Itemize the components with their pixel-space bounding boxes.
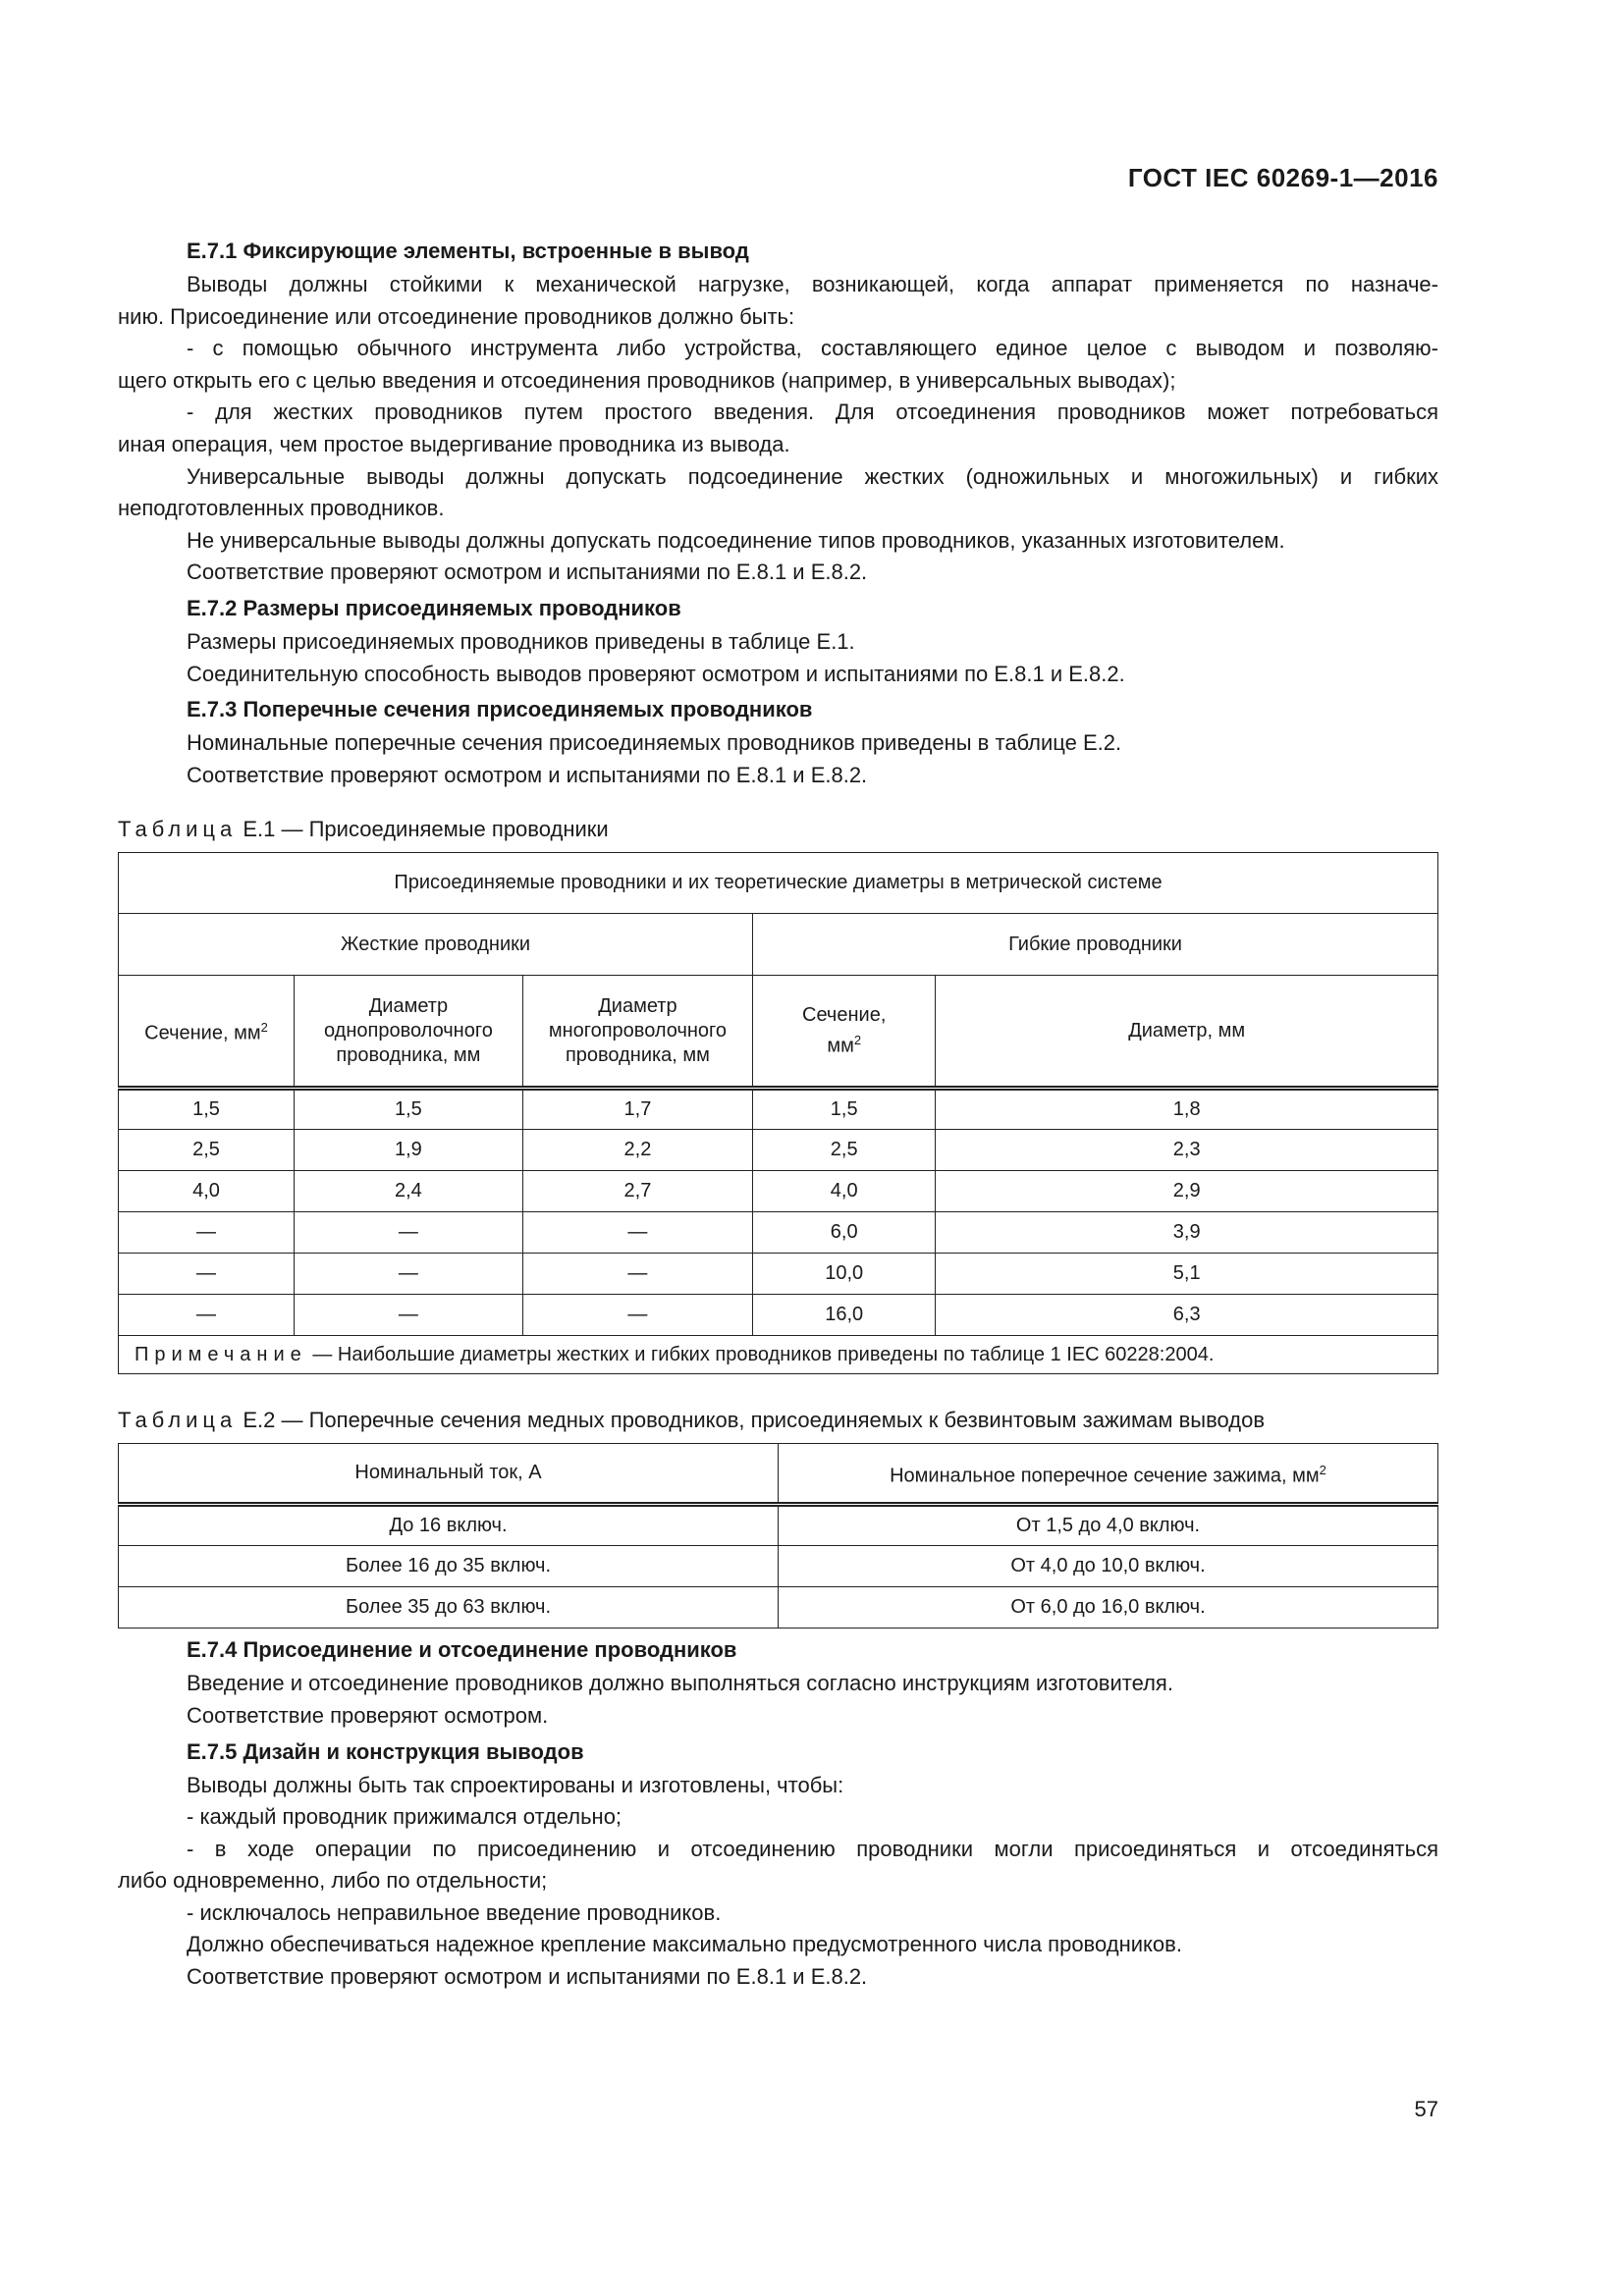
table-cell: От 1,5 до 4,0 включ. [779, 1505, 1438, 1546]
text-line: - исключалось неправильное введение проводников. [187, 1899, 722, 1925]
table-cell: 2,5 [119, 1130, 295, 1171]
caption-text: E.1 — Присоединяемые проводники [237, 817, 609, 842]
table-cell: 2,4 [295, 1171, 523, 1212]
table-cell: 1,8 [936, 1089, 1438, 1130]
table-cell: 2,7 [522, 1171, 752, 1212]
section-heading: E.7.5 Дизайн и конструкция выводов [187, 1738, 584, 1764]
section-heading: E.7.4 Присоединение и отсоединение проводников [187, 1637, 737, 1663]
table-cell: 1,5 [119, 1089, 295, 1130]
text-line: Соответствие проверяют осмотром. [187, 1702, 549, 1728]
table-cell: 3,9 [936, 1212, 1438, 1254]
table-cell: 1,9 [295, 1130, 523, 1171]
caption-text: E.2 — Поперечные сечения медных проводников, присоединяемых к безвинтовым зажимам выводов [237, 1408, 1266, 1433]
sections-top [118, 234, 1438, 791]
page-number: 57 [1414, 2097, 1438, 2121]
group-flex: Гибкие проводники [753, 914, 1438, 976]
text-line: Выводы должны стойкими к механической нагрузке, возникающей, когда аппарат применяется по назначе- [187, 272, 1438, 296]
text-line: Должно обеспечиваться надежное крепление максимально предусмотренного числа проводников. [187, 1932, 1182, 1957]
text-line: Выводы должны быть так спроектированы и изготовлены, чтобы: [187, 1772, 844, 1797]
table-row [119, 1130, 1438, 1171]
text-line: иная операция, чем простое выдергивание проводника из вывода. [118, 431, 790, 456]
table-cell: От 4,0 до 10,0 включ. [779, 1546, 1438, 1587]
table-cell: 16,0 [753, 1295, 936, 1336]
col-header: Диаметр, мм [936, 976, 1438, 1089]
table-e2-caption [118, 1404, 1438, 1437]
table-row [119, 1295, 1438, 1336]
col-header: Диаметр однопроволочного проводника, мм [295, 976, 523, 1089]
table-cell: Более 16 до 35 включ. [119, 1546, 779, 1587]
text-line: Соответствие проверяют осмотром и испытаниями по E.8.1 и E.8.2. [187, 560, 868, 585]
text: 2 [1319, 1462, 1326, 1477]
table-row [119, 1254, 1438, 1295]
page-content [118, 232, 1438, 1994]
table-cell: — [295, 1295, 523, 1336]
table-cell: 1,7 [522, 1089, 752, 1130]
text-line: Не универсальные выводы должны допускать подсоединение типов проводников, указанных изготовителем. [187, 527, 1285, 553]
table-cell: 10,0 [753, 1254, 936, 1295]
text-line: Универсальные выводы должны допускать подсоединение жестких (одножильных и многожильных) и гибких [187, 463, 1438, 489]
table-cell: От 6,0 до 16,0 включ. [779, 1587, 1438, 1629]
table-row [119, 1587, 1438, 1629]
table-cell: 5,1 [936, 1254, 1438, 1295]
section-heading: E.7.1 Фиксирующие элементы, встроенные в вывод [187, 239, 749, 263]
table-e1-caption [118, 813, 1438, 846]
col-header: Диаметр многопроволочного проводника, мм [522, 976, 752, 1089]
text: 2 [260, 1020, 268, 1036]
table-row [119, 1089, 1438, 1130]
table-row [119, 1505, 1438, 1546]
table-cell: Более 35 до 63 включ. [119, 1587, 779, 1629]
table-row [119, 1171, 1438, 1212]
text-line: либо одновременно, либо по отдельности; [118, 1868, 548, 1894]
table-row [119, 1212, 1438, 1254]
table-e1 [118, 852, 1438, 1374]
table-cell: — [119, 1212, 295, 1254]
caption-word: Таблица [118, 1408, 238, 1433]
table-cell: — [522, 1254, 752, 1295]
section-heading: E.7.2 Размеры присоединяемых проводников [187, 595, 681, 620]
table-cell: 2,5 [753, 1130, 936, 1171]
table-cell: 4,0 [119, 1171, 295, 1212]
table-cell: 2,2 [522, 1130, 752, 1171]
table-cell: — [295, 1212, 523, 1254]
table-note [119, 1336, 1438, 1374]
table-title: Присоединяемые проводники и их теоретические диаметры в метрической системе [119, 853, 1438, 914]
table-cell: — [522, 1212, 752, 1254]
text-line: нию. Присоединение или отсоединение проводников должно быть: [118, 303, 795, 329]
table-cell: 4,0 [753, 1171, 936, 1212]
text-line: - для жестких проводников путем простого введения. Для отсоединения проводников может потребоваться [187, 400, 1438, 425]
table-cell: До 16 включ. [119, 1505, 779, 1546]
table-cell: — [522, 1295, 752, 1336]
text: Номинальное поперечное сечение зажима, мм [890, 1465, 1320, 1487]
text: Сечение, мм [802, 1003, 887, 1057]
col-header: Номинальный ток, А [119, 1444, 779, 1505]
text-line: щего открыть его с целью введения и отсоединения проводников (например, в универсальных выводах); [118, 367, 1176, 393]
text-line: Номинальные поперечные сечения присоединяемых проводников приведены в таблице E.2. [187, 730, 1122, 756]
table-cell: — [119, 1295, 295, 1336]
text-line: Введение и отсоединение проводников должно выполняться согласно инструкциям изготовителя. [187, 1671, 1173, 1696]
table-e2 [118, 1443, 1438, 1629]
text-line: Размеры присоединяемых проводников приведены в таблице E.1. [187, 628, 855, 654]
col-header [753, 976, 936, 1089]
table-cell: — [119, 1254, 295, 1295]
text-line: Соответствие проверяют осмотром и испытаниями по E.8.1 и E.8.2. [187, 762, 868, 787]
table-cell: 6,3 [936, 1295, 1438, 1336]
table-cell: — [295, 1254, 523, 1295]
text-line: Соответствие проверяют осмотром и испытаниями по E.8.1 и E.8.2. [187, 1964, 868, 1990]
text: 2 [853, 1032, 862, 1047]
text-line: неподготовленных проводников. [118, 496, 445, 521]
document-id: ГОСТ IEC 60269-1—2016 [1127, 163, 1438, 192]
col-header [119, 976, 295, 1089]
table-cell: 2,3 [936, 1130, 1438, 1171]
caption-word: Таблица [118, 817, 238, 842]
table-cell: 6,0 [753, 1212, 936, 1254]
text-line: Соединительную способность выводов проверяют осмотром и испытаниями по E.8.1 и E.8.2. [187, 661, 1125, 686]
group-rigid: Жесткие проводники [119, 914, 753, 976]
table-row [119, 1546, 1438, 1587]
text: Примечание [135, 1344, 307, 1366]
text-line: - в ходе операции по присоединению и отсоединению проводники могли присоединяться и отсоединяться [187, 1836, 1438, 1861]
col-header [779, 1444, 1438, 1505]
text: — Наибольшие диаметры жестких и гибких проводников приведены по таблице 1 IEC 60228:2004. [306, 1344, 1215, 1366]
table-cell: 1,5 [295, 1089, 523, 1130]
table-cell: 1,5 [753, 1089, 936, 1130]
text-line: - каждый проводник прижимался отдельно; [187, 1804, 622, 1830]
sections-bottom [118, 1632, 1438, 1993]
section-heading: E.7.3 Поперечные сечения присоединяемых проводников [187, 697, 813, 722]
text: Сечение, мм [144, 1023, 261, 1045]
text-line: - с помощью обычного инструмента либо устройства, составляющего единое целое с выводом и позволяю- [187, 336, 1438, 361]
table-cell: 2,9 [936, 1171, 1438, 1212]
